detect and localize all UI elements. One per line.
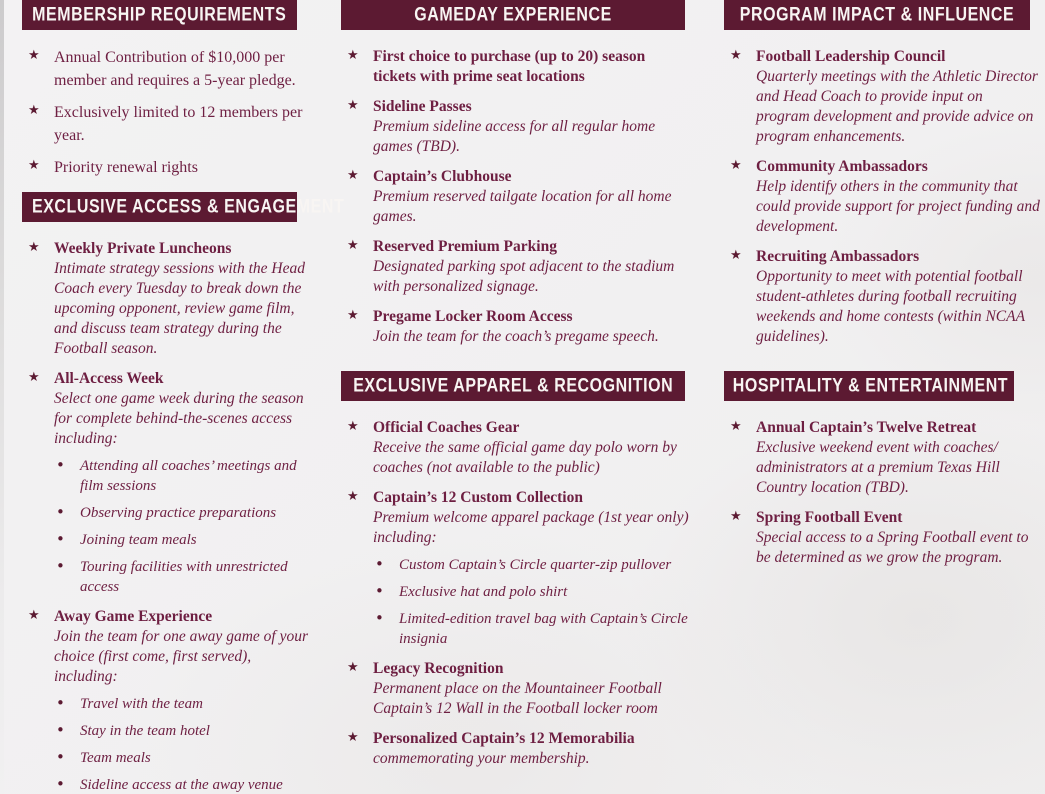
- section-body: [22, 222, 312, 794]
- benefit-item: [724, 508, 1040, 568]
- section-title: MEMBERSHIP REQUIREMENTS: [32, 3, 287, 26]
- benefit-subitem-text: Joining team meals: [80, 531, 197, 548]
- star-bullet-icon: ★: [347, 168, 359, 183]
- benefit-description: Premium welcome apparel package (1st year only) including:: [373, 509, 689, 546]
- benefit-title: Pregame Locker Room Access: [373, 308, 573, 325]
- benefit-description: Intimate strategy sessions with the Head Coach every Tuesday to break down the upcoming opponent, review game film, and discuss team strategy during the Football season.: [54, 259, 305, 357]
- page-edge-shadow: [0, 0, 4, 794]
- benefit-description: Special access to a Spring Football event to be determined as we grow the program.: [756, 529, 1029, 566]
- benefit-title: Away Game Experience: [54, 607, 213, 625]
- benefit-subitem: [54, 503, 312, 523]
- benefit-title: Spring Football Event: [756, 509, 903, 526]
- benefit-description: Join the team for one away game of your choice (first come, first served), including:: [54, 627, 308, 685]
- star-bullet-icon: ★: [347, 308, 359, 323]
- benefit-item: [22, 239, 312, 359]
- benefit-description: Quarterly meetings with the Athletic Director and Head Coach to provide input on program development and provide advice on program enhancements.: [756, 68, 1038, 145]
- benefit-text: Priority renewal rights: [54, 159, 198, 176]
- benefit-subitem-text: Sideline access at the away venue: [80, 776, 283, 793]
- benefit-sublist: [373, 555, 691, 649]
- benefit-title: Annual Captain’s Twelve Retreat: [756, 419, 977, 436]
- benefit-subitem: [54, 456, 312, 496]
- benefit-item: [341, 729, 691, 769]
- benefit-subitem-text: Travel with the team: [80, 695, 203, 712]
- section-body: [341, 401, 691, 769]
- section-header-banner: [341, 0, 685, 30]
- dot-bullet-icon: •: [56, 693, 65, 712]
- benefit-subitem: [54, 694, 312, 714]
- benefit-item: [724, 247, 1040, 347]
- star-bullet-icon: ★: [28, 158, 40, 173]
- benefit-title: Weekly Private Luncheons: [54, 239, 232, 257]
- benefit-text: Annual Contribution of $10,000 per member and requires a 5-year pledge.: [54, 49, 296, 89]
- benefit-subitem-text: Touring facilities with unrestricted access: [80, 558, 288, 595]
- benefit-title: Recruiting Ambassadors: [756, 248, 920, 265]
- benefit-item: [724, 418, 1040, 498]
- benefit-item: [341, 47, 691, 87]
- star-bullet-icon: ★: [28, 239, 40, 255]
- star-bullet-icon: ★: [347, 419, 359, 434]
- section-title: PROGRAM IMPACT & INFLUENCE: [739, 3, 1015, 26]
- section: [22, 0, 312, 180]
- benefit-description: Permanent place on the Mountaineer Football Captain’s 12 Wall in the Football locker room: [373, 680, 662, 717]
- section-header-banner: [22, 0, 297, 30]
- benefit-subitem-text: Limited-edition travel bag with Captain’s Circle insignia: [399, 611, 688, 647]
- benefit-title: Captain’s Clubhouse: [373, 168, 512, 185]
- benefit-subitem-text: Team meals: [80, 749, 151, 766]
- benefit-sublist: [54, 456, 312, 597]
- star-bullet-icon: ★: [28, 103, 40, 118]
- column-left: [22, 0, 345, 794]
- star-bullet-icon: ★: [347, 489, 359, 504]
- section-header-banner: [724, 371, 1014, 401]
- benefit-subitem: [54, 748, 312, 768]
- section: [341, 371, 691, 769]
- benefit-title: Reserved Premium Parking: [373, 238, 557, 255]
- benefit-description: Opportunity to meet with potential football student-athletes during football recruiting weekends and home contests (within NCAA guidelines).: [756, 268, 1025, 345]
- benefit-item: [22, 47, 312, 92]
- star-bullet-icon: ★: [347, 238, 359, 253]
- benefit-description: Help identify others in the community that could provide support for project funding and development.: [756, 178, 1040, 235]
- benefit-title: Community Ambassadors: [756, 158, 928, 175]
- benefit-item: [341, 418, 691, 478]
- section-header-banner: [341, 371, 685, 401]
- benefit-text: Exclusively limited to 12 members per year.: [54, 104, 303, 144]
- benefit-title: Football Leadership Council: [756, 48, 946, 65]
- benefit-subitem: [373, 555, 691, 575]
- benefit-subitem: [54, 557, 312, 597]
- section-header-banner: [724, 0, 1030, 30]
- star-bullet-icon: ★: [730, 419, 742, 434]
- star-bullet-icon: ★: [347, 730, 359, 745]
- dot-bullet-icon: •: [375, 609, 384, 627]
- benefit-item: [341, 237, 691, 297]
- benefit-subitem: [54, 530, 312, 550]
- benefit-title: Captain’s 12 Custom Collection: [373, 489, 583, 506]
- benefit-item: [22, 157, 312, 180]
- dot-bullet-icon: •: [56, 720, 65, 739]
- benefit-title: Official Coaches Gear: [373, 419, 520, 436]
- benefit-item: [22, 369, 312, 597]
- dot-bullet-icon: •: [56, 529, 65, 548]
- benefit-title: First choice to purchase (up to 20) season tickets with prime seat locations: [373, 48, 646, 85]
- benefit-subitem-text: Stay in the team hotel: [80, 722, 210, 739]
- benefit-description: Join the team for the coach’s pregame speech.: [373, 328, 659, 345]
- benefit-item: [341, 97, 691, 157]
- benefit-description: commemorating your membership.: [373, 750, 590, 767]
- star-bullet-icon: ★: [730, 48, 742, 63]
- benefit-title: Legacy Recognition: [373, 660, 504, 677]
- benefit-item: [22, 102, 312, 147]
- section-body: [724, 30, 1040, 347]
- column-right: [724, 0, 1040, 578]
- benefit-subitem: [373, 582, 691, 602]
- section-title: EXCLUSIVE ACCESS & ENGAGEMENT: [31, 195, 345, 217]
- benefit-description: Select one game week during the season for complete behind-the-scenes access including:: [54, 389, 304, 447]
- dot-bullet-icon: •: [56, 747, 65, 766]
- dot-bullet-icon: •: [56, 455, 65, 474]
- dot-bullet-icon: •: [375, 555, 384, 573]
- section: [724, 371, 1040, 568]
- benefit-title: Personalized Captain’s 12 Memorabilia: [373, 730, 635, 747]
- benefit-title: Sideline Passes: [373, 98, 472, 115]
- section-title: EXCLUSIVE APPAREL & RECOGNITION: [353, 374, 673, 397]
- section: [724, 0, 1040, 347]
- section-header-banner: [22, 192, 345, 222]
- section-body: [724, 401, 1040, 568]
- dot-bullet-icon: •: [56, 556, 65, 575]
- star-bullet-icon: ★: [730, 158, 742, 173]
- section: [341, 0, 691, 347]
- benefit-description: Premium sideline access for all regular home games (TBD).: [373, 118, 656, 155]
- benefit-subitem: [373, 609, 691, 649]
- section-title: HOSPITALITY & ENTERTAINMENT: [732, 374, 1009, 397]
- dot-bullet-icon: •: [56, 774, 65, 793]
- benefit-subitem-text: Attending all coaches’ meetings and film sessions: [80, 457, 297, 494]
- section-body: [22, 30, 312, 180]
- benefit-description: Premium reserved tailgate location for all home games.: [373, 188, 672, 225]
- star-bullet-icon: ★: [28, 48, 40, 63]
- column-middle: [341, 0, 691, 779]
- benefit-item: [341, 659, 691, 719]
- section-body: [341, 30, 691, 347]
- benefit-subitem-text: Custom Captain’s Circle quarter-zip pullover: [399, 557, 672, 573]
- dot-bullet-icon: •: [375, 582, 384, 600]
- benefit-item: [22, 607, 312, 794]
- star-bullet-icon: ★: [730, 509, 742, 524]
- star-bullet-icon: ★: [347, 98, 359, 113]
- benefit-subitem-text: Observing practice preparations: [80, 504, 277, 521]
- benefit-subitem: [54, 775, 312, 794]
- benefit-subitem: [54, 721, 312, 741]
- section-title: GAMEDAY EXPERIENCE: [414, 3, 612, 26]
- star-bullet-icon: ★: [347, 48, 359, 63]
- benefit-subitem-text: Exclusive hat and polo shirt: [399, 584, 568, 600]
- benefit-description: Receive the same official game day polo worn by coaches (not available to the public): [373, 439, 677, 476]
- benefit-item: [341, 488, 691, 649]
- section: [22, 192, 345, 794]
- star-bullet-icon: ★: [347, 660, 359, 675]
- benefit-item: [341, 307, 691, 347]
- benefit-item: [724, 47, 1040, 147]
- benefit-item: [341, 167, 691, 227]
- benefit-description: Designated parking spot adjacent to the stadium with personalized signage.: [373, 258, 675, 295]
- star-bullet-icon: ★: [730, 248, 742, 263]
- star-bullet-icon: ★: [28, 607, 40, 623]
- dot-bullet-icon: •: [56, 502, 65, 521]
- benefit-sublist: [54, 694, 312, 794]
- benefit-item: [724, 157, 1040, 237]
- star-bullet-icon: ★: [28, 369, 40, 385]
- benefit-title: All-Access Week: [54, 369, 164, 387]
- benefit-description: Exclusive weekend event with coaches/ administrators at a premium Texas Hill Country location (TBD).: [756, 439, 1000, 496]
